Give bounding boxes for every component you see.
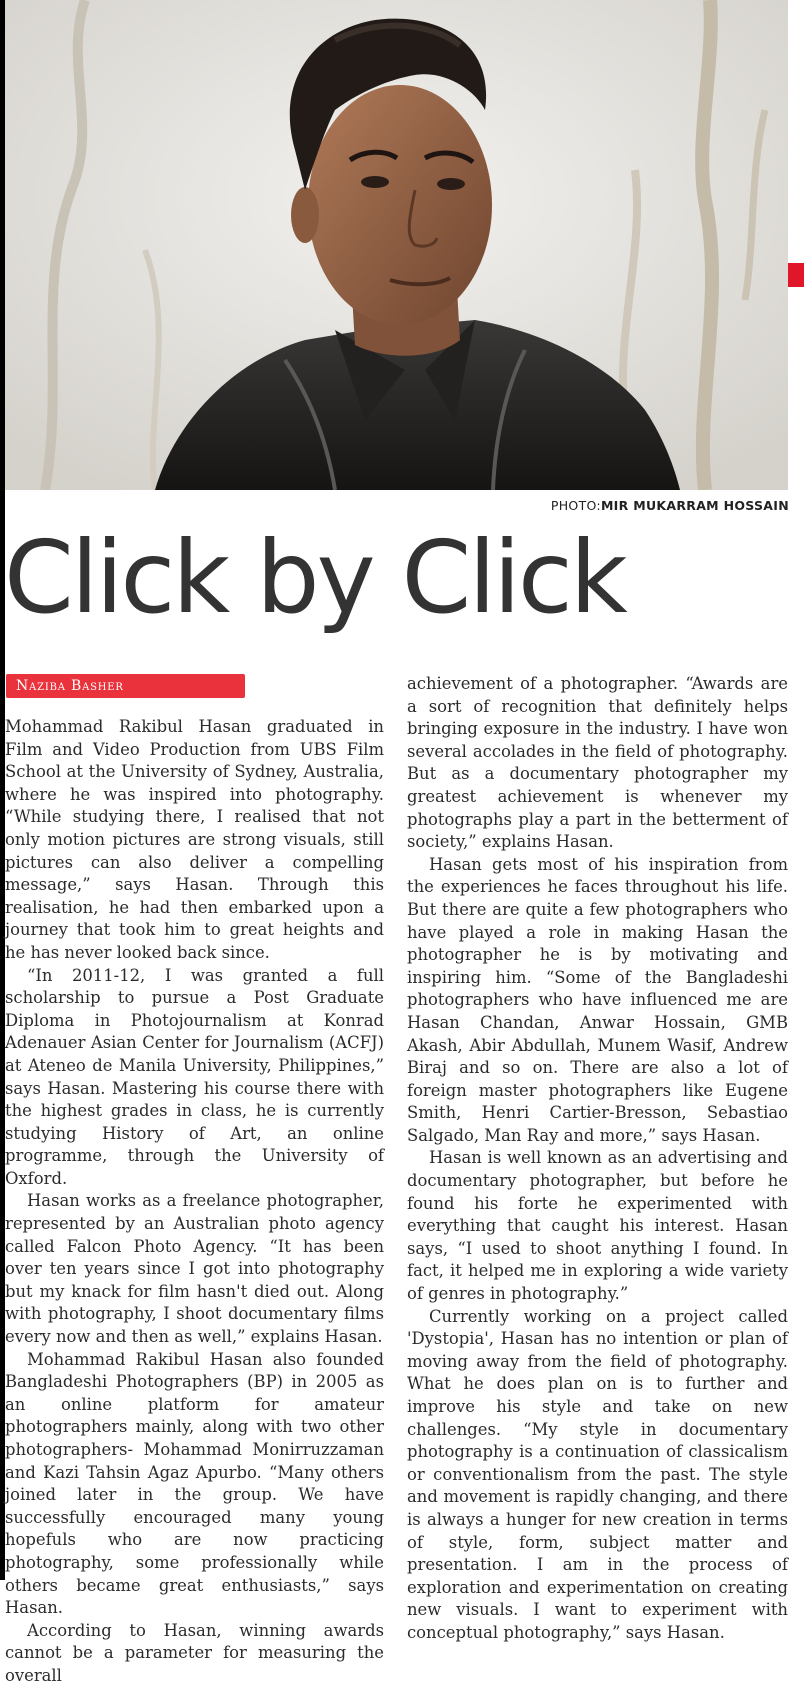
photo-credit — [551, 498, 789, 513]
paragraph: Currently working on a project called 'Dystopia', Hasan has no intention or plan of moving away from the field of photography. What he does plan on is to further and improve his style and take on new challenges. “My style in documentary photography is a continuation of classicalism or conventionalism from the past. The style and movement is rapidly changing, and there is always a hunger for new creation in terms of style, form, subject matter and presentation. I am in the process of exploration and experimentation on creating new visuals. I want to experiment with conceptual photography,” says Hasan. — [407, 1306, 788, 1642]
portrait-photo — [5, 0, 788, 490]
photo-credit-label: PHOTO: — [550, 498, 601, 513]
paragraph: Hasan gets most of his inspiration from the experiences he faces throughout his life. But there are quite a few photographers who have played a role in making Hasan the photographer he is by motivating and inspiring him. “Some of the Bangladeshi photographers who have influenced me are Hasan Chandan, Anwar Hossain, GMB Akash, Abir Abdullah, Munem Wasif, Andrew Biraj and so on. There are also a lot of foreign master photographers like Eugene Smith, Henri Cartier-Bresson, Sebastiao Salgado, Man Ray and more,” says Hasan. — [407, 854, 788, 1145]
paragraph: According to Hasan, winning awards cannot be a parameter for measuring the overall — [5, 1620, 384, 1685]
author-byline: Naziba Basher — [6, 674, 245, 698]
portrait-illustration — [5, 0, 788, 490]
paragraph: Hasan is well known as an advertising and documentary photographer, but before he found his forte he experimented with everything that caught his interest. Hasan says, “I used to shoot anything I found. In fact, it helped me in exploring a wide variety of genres in photography.” — [407, 1148, 788, 1304]
paragraph: Mohammad Rakibul Hasan also founded Bangladeshi Photographers (BP) in 2005 as an online platform for amateur photographers mainly, along with two other photographers- Mohammad Monirruzzaman and Kazi Tahsin Agaz Apurbo. “Many others joined later in the group. We have successfully encouraged many young hopefuls who are now practicing photography, some professionally while others became great enthusiasts,” says Hasan. — [5, 1349, 384, 1618]
article-headline: Click by Click — [4, 519, 625, 636]
paragraph: Hasan works as a freelance photographer, represented by an Australian photo agency called Falcon Photo Agency. “It has been over ten years since I got into photography but my knack for film hasn't died out. Along with photography, I shoot documentary films every now and then as well,” explains Hasan. — [5, 1191, 384, 1347]
photographer-name: MIR MUKARRAM HOSSAIN — [600, 498, 789, 513]
article-column-left — [5, 716, 384, 1688]
red-page-marker — [788, 263, 804, 287]
article-column-right — [407, 673, 788, 1645]
paragraph: achievement of a photographer. “Awards are a sort of recognition that definitely helps bringing exposure in the industry. I have won several accolades in the field of photography. But as a documentary photographer my greatest achievement is whenever my photographs play a part in the betterment of society,” explains Hasan. — [407, 674, 788, 852]
paragraph: Mohammad Rakibul Hasan graduated in Film and Video Production from UBS Film School at the University of Sydney, Australia, where he was inspired into photography. “While studying there, I realised that not only motion pictures are strong visuals, still pictures can also deliver a compelling message,” says Hasan. Through this realisation, he had then embarked upon a journey that took him to great heights and he has never looked back since. — [5, 717, 384, 962]
paragraph: “In 2011-12, I was granted a full scholarship to pursue a Post Graduate Diploma in Photojournalism at Konrad Adenauer Asian Center for Journalism (ACFJ) at Ateneo de Manila University, Philippines,” says Hasan. Mastering his course there with the highest grades in class, he is currently studying History of Art, an online programme, through the University of Oxford. — [5, 965, 384, 1188]
